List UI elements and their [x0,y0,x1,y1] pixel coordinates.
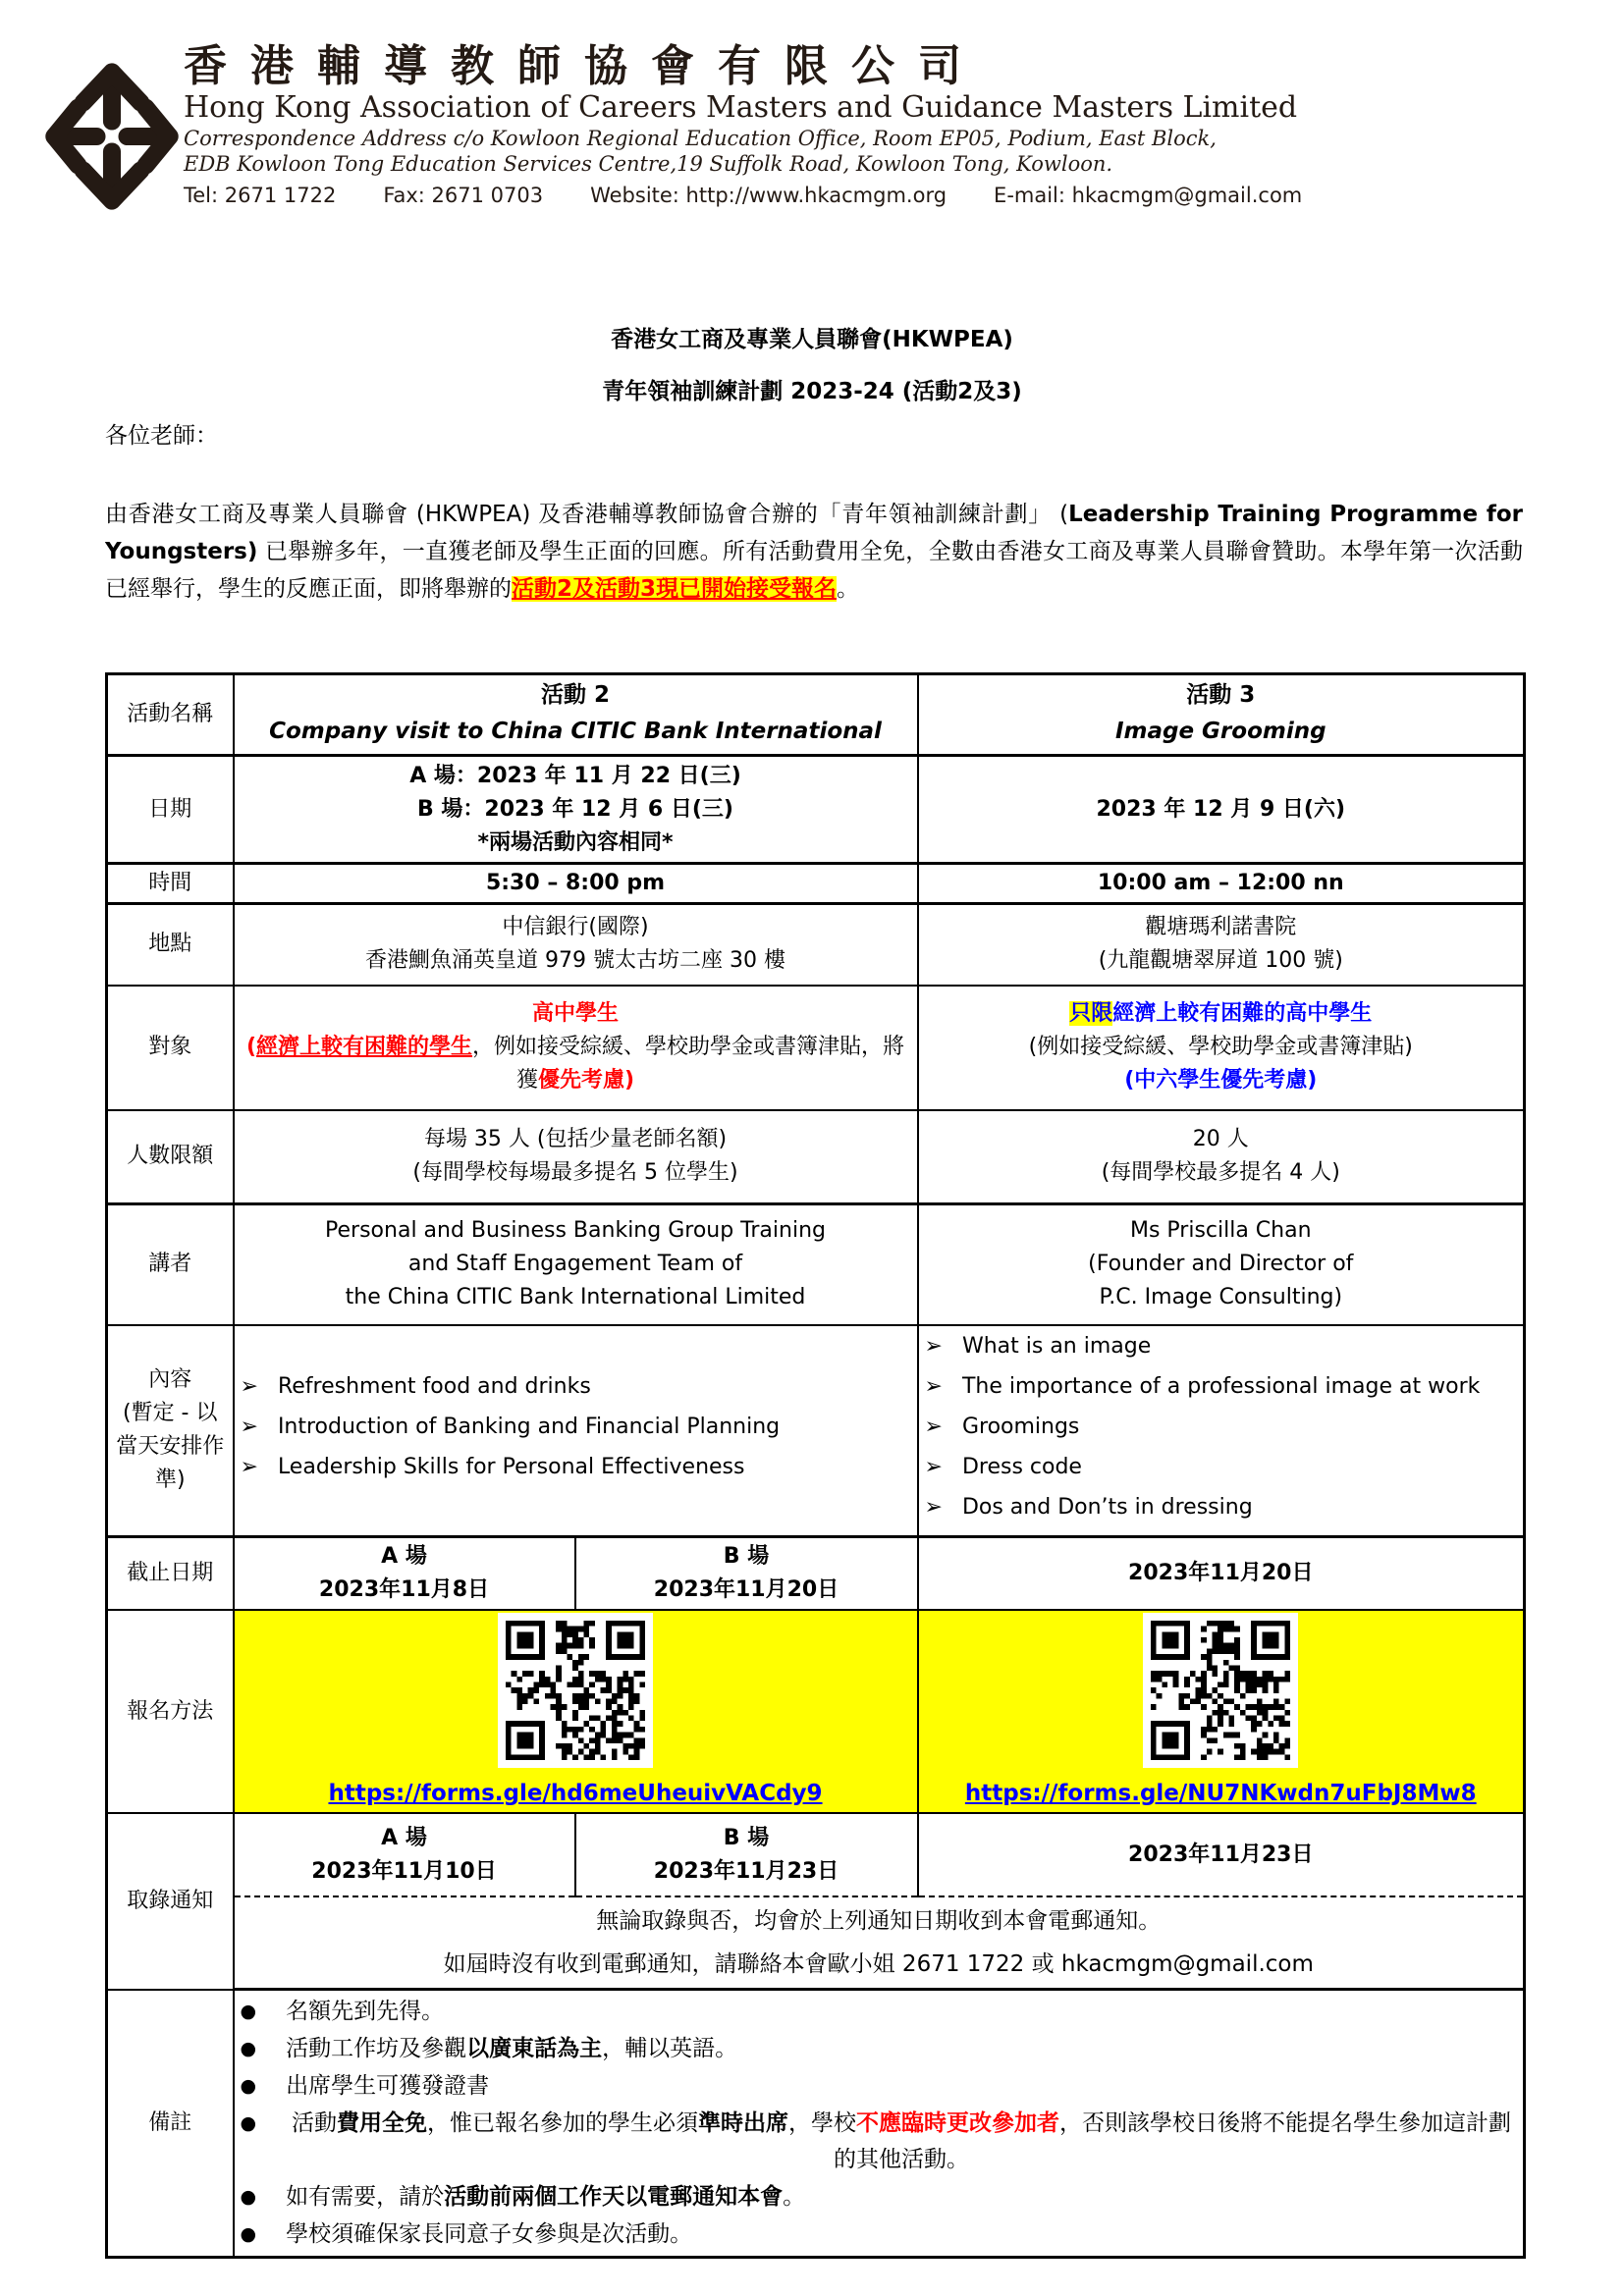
activity2-deadline-a-cell [234,1537,575,1611]
activity2-content-cell [234,1325,918,1537]
activity2-speaker-1: Personal and Business Banking Group Training [325,1218,826,1244]
notice-notes-cell [234,1896,1525,1990]
row-label-notice: 取錄通知 [107,1813,234,1990]
row-label-content-2: (暫定 - 以當天安排作準) [116,1401,225,1493]
registration-link-activity2[interactable]: https://forms.gle/hd6meUheuivVACdy9 [328,1781,823,1806]
activity3-notice-cell: 2023年11月23日 [918,1813,1525,1896]
remark-item [241,2068,1518,2105]
org-name-english: Hong Kong Association of Careers Masters and Guidance Masters Limited [184,90,1298,125]
activity2-target-headline: 高中學生 [532,1001,620,1026]
notice-a-date: 2023年11月10日 [311,1858,497,1884]
notice-a-label: A 場 [381,1825,427,1850]
remark-text: 活動工作坊及參觀以廣東話為主，輔以英語。 [286,2036,738,2061]
row-content [107,1325,1525,1537]
row-label-content [107,1325,234,1537]
circle-bullet-icon: ● [240,2223,257,2245]
remarks-list [241,1994,1518,2253]
activity3-content-cell [918,1325,1525,1537]
content-item-text: Introduction of Banking and Financial Planning [277,1414,781,1439]
activity3-date-cell: 2023 年 12 月 9 日(六) [918,756,1525,864]
target-paren: ( [245,1035,257,1059]
activity3-deadline-cell: 2023年11月20日 [918,1537,1525,1611]
row-notice-notes [107,1896,1525,1990]
row-venue [107,904,1525,986]
intro-text-3: 。 [837,576,860,602]
activity2-speaker-3: the China CITIC Bank International Limited [345,1285,806,1310]
remark-item [241,2216,1518,2253]
notice-note-1: 無論取錄與否，均會於上列通知日期收到本會電郵通知。 [596,1908,1162,1934]
notice-note-2: 如屆時沒有收到電郵通知，請聯絡本會歐小姐 2671 1722 或 hkacmgm@gmail.com [443,1951,1314,1977]
tel-label: Tel: 2671 1722 [184,184,337,207]
row-remarks [107,1990,1525,2258]
target-highlight-only: 只限 [1069,1001,1113,1026]
document-title [0,327,1624,404]
registration-link-activity3[interactable]: https://forms.gle/NU7NKwdn7uFbJ8Mw8 [964,1781,1477,1806]
row-label-content-1: 內容 [148,1367,192,1393]
org-logo [44,51,180,222]
activities-table [105,672,1526,2259]
activity2-notice-a-cell [234,1813,575,1896]
fax-label: Fax: 2671 0703 [383,184,544,207]
row-label-date: 日期 [107,756,234,864]
content-item-text: What is an image [961,1333,1152,1359]
row-label-remarks: 備註 [107,1990,234,2258]
remark-item [241,2179,1518,2216]
activity3-title-cell [918,674,1525,756]
activity2-title-zh: 活動 2 [541,682,611,708]
row-notice-dates [107,1813,1525,1896]
activity3-speaker-3: P.C. Image Consulting) [1099,1285,1343,1310]
target-red-priority: 優先考慮 [537,1068,624,1093]
row-label-apply: 報名方法 [107,1610,234,1813]
content-item [925,1492,1518,1522]
circle-bullet-icon: ● [240,2001,257,2022]
remark-text: 學校須確保家長同意子女參與是次活動。 [286,2221,693,2247]
activity2-time-cell: 5:30 – 8:00 pm [234,864,918,904]
arrowhead-bullet-icon: ➢ [924,1373,943,1399]
org-name-chinese: 香港輔導教師協會有限公司 [184,41,985,91]
target-blue-text: 經濟上較有困難的高中學生 [1112,1001,1373,1026]
content-item [925,1412,1518,1442]
highlighted-announcement: 活動2及活動3現已開始接受報名 [512,576,838,602]
arrowhead-bullet-icon: ➢ [240,1373,258,1399]
content-item [241,1412,911,1442]
activity3-target-cell [918,986,1525,1110]
document-title-line-1: 香港女工商及專業人員聯會(HKWPEA) [611,327,1013,352]
circle-bullet-icon: ● [240,2112,257,2134]
activity2-target-cell [234,986,918,1110]
intro-paragraph [105,496,1523,608]
email-label: E-mail: hkacmgm@gmail.com [994,184,1303,207]
activity2-title-en: Company visit to China CITIC Bank International [269,719,882,744]
content-item [241,1371,911,1402]
content-item-text: Leadership Skills for Personal Effectiveness [277,1454,745,1479]
remarks-cell [234,1990,1525,2258]
activity2-date-cell [234,756,918,864]
arrowhead-bullet-icon: ➢ [924,1454,943,1479]
contact-line [184,184,1581,207]
row-apply [107,1610,1525,1813]
remark-text: 如有需要，請於活動前兩個工作天以電郵通知本會。 [286,2184,806,2210]
remark-item [241,2106,1518,2178]
row-label-deadline: 截止日期 [107,1537,234,1611]
content-item [925,1371,1518,1402]
row-speaker [107,1204,1525,1325]
remark-item [241,2031,1518,2067]
intro-text-2: 已舉辦多年，一直獲老師及學生正面的回應。所有活動費用全免，全數由香港女工商及專業人員聯會贊助。本學年第一次活動已經舉行，學生的反應正面，即將舉辦的 [105,539,1523,602]
document-title-line-2: 青年領袖訓練計劃 2023-24 (活動2及3) [602,379,1022,404]
arrowhead-bullet-icon: ➢ [924,1494,943,1520]
content-item-text: Groomings [961,1414,1080,1439]
remark-item [241,1994,1518,2030]
activity2-notice-b-cell [575,1813,918,1896]
remark-text: 出席學生可獲發證書 [286,2073,490,2099]
row-activity-name [107,674,1525,756]
address-line-1: Correspondence Address c/o Kowloon Regional Education Office, Room EP05, Podium, East Block, [184,127,1217,150]
qr-code-activity2 [498,1613,653,1768]
arrowhead-bullet-icon: ➢ [924,1333,943,1359]
circle-bullet-icon: ● [240,2038,257,2059]
activity3-target-headline [925,997,1518,1031]
content-item-text: Dos and Don’ts in dressing [961,1494,1253,1520]
activity3-quota-cell [918,1110,1525,1204]
deadline-a-date: 2023年11月8日 [318,1577,490,1602]
notice-b-date: 2023年11月23日 [653,1858,839,1884]
qr-code-activity3 [1143,1613,1298,1768]
row-label-target: 對象 [107,986,234,1110]
content-item-text: The importance of a professional image at work [961,1373,1481,1399]
target-plain: ，例如接受綜緩、學校助學金或書簿津貼，將獲 [472,1035,905,1093]
target-red-underline: 經濟上較有困難的學生 [256,1035,473,1059]
activity2-venue-2: 香港鰂魚涌英皇道 979 號太古坊二座 30 樓 [365,948,785,974]
activity3-venue-cell [918,904,1525,986]
activity3-venue-1: 觀塘瑪利諾書院 [1145,915,1297,940]
target-paren-close: ) [623,1068,635,1093]
activity2-target-detail [241,1031,911,1097]
arrowhead-bullet-icon: ➢ [240,1454,258,1479]
remark-text: 名額先到先得。 [286,1999,445,2024]
website-label: Website: http://www.hkacmgm.org [590,184,947,207]
circle-bullet-icon: ● [240,2075,257,2097]
remark-text: 活動費用全免，惟已報名參加的學生必須準時出席，學校不應臨時更改參加者，否則該學校日後將不能提名學生參加這計劃的其他活動。 [292,2110,1512,2172]
activity3-venue-2: (九龍觀塘翠屏道 100 號) [1098,948,1343,974]
activity2-date-a: A 場：2023 年 11 月 22 日(三) [409,763,741,788]
row-target [107,986,1525,1110]
deadline-a-label: A 場 [381,1544,427,1569]
programme-name-english: Leadership Training Programme for Youngsters) [105,502,1523,564]
row-label-quota: 人數限額 [107,1110,234,1204]
activity3-speaker-cell [918,1204,1525,1325]
activity3-apply-cell [918,1610,1525,1813]
activity2-deadline-b-cell [575,1537,918,1611]
activity2-venue-1: 中信銀行(國際) [502,915,649,940]
activity3-quota-2: (每間學校最多提名 4 人) [1101,1160,1340,1186]
activity3-time-cell: 10:00 am – 12:00 nn [918,864,1525,904]
activity2-speaker-2: and Staff Engagement Team of [407,1252,743,1277]
activity3-speaker-1: Ms Priscilla Chan [1129,1218,1312,1244]
activity2-date-note: *兩場活動內容相同* [477,829,674,855]
row-label-time: 時間 [107,864,234,904]
activity2-apply-cell [234,1610,918,1813]
address-line-2: EDB Kowloon Tong Education Services Centre,19 Suffolk Road, Kowloon Tong, Kowloon. [184,152,1113,176]
activity3-title-en: Image Grooming [1114,719,1326,744]
activity2-venue-cell [234,904,918,986]
row-label-venue: 地點 [107,904,234,986]
activity2-quota-cell [234,1110,918,1204]
activity2-quota-2: (每間學校每場最多提名 5 位學生) [412,1160,738,1186]
row-date [107,756,1525,864]
row-time [107,864,1525,904]
content-item [241,1452,911,1482]
activity2-quota-1: 每場 35 人 (包括少量老師名額) [423,1127,728,1152]
row-deadline [107,1537,1525,1611]
activity3-title-zh: 活動 3 [1186,682,1256,708]
arrowhead-bullet-icon: ➢ [240,1414,258,1439]
content-item-text: Dress code [961,1454,1082,1479]
notice-b-label: B 場 [723,1825,770,1850]
content-item [925,1331,1518,1362]
activity2-title-cell [234,674,918,756]
row-quota [107,1110,1525,1204]
content-item-text: Refreshment food and drinks [277,1373,591,1399]
activity2-date-b: B 場：2023 年 12 月 6 日(三) [417,796,733,822]
letterhead [44,43,1581,207]
arrowhead-bullet-icon: ➢ [924,1414,943,1439]
activity3-quota-1: 20 人 [1192,1127,1249,1152]
deadline-b-label: B 場 [723,1544,770,1569]
row-label-speaker: 講者 [107,1204,234,1325]
deadline-b-date: 2023年11月20日 [653,1577,839,1602]
content-item [925,1452,1518,1482]
activity3-target-priority: (中六學生優先考慮) [1124,1068,1318,1093]
intro-text-1: 由香港女工商及專業人員聯會 (HKWPEA) 及香港輔導教師協會合辦的「青年領袖訓練計劃」 ( [105,502,1069,527]
row-label-activity-name: 活動名稱 [107,674,234,756]
salutation: 各位老師： [105,423,218,449]
activity2-speaker-cell [234,1204,918,1325]
activity3-speaker-2: (Founder and Director of [1088,1252,1354,1277]
circle-bullet-icon: ● [240,2186,257,2208]
activity3-target-detail: (例如接受綜緩、學校助學金或書簿津貼) [1028,1035,1413,1059]
